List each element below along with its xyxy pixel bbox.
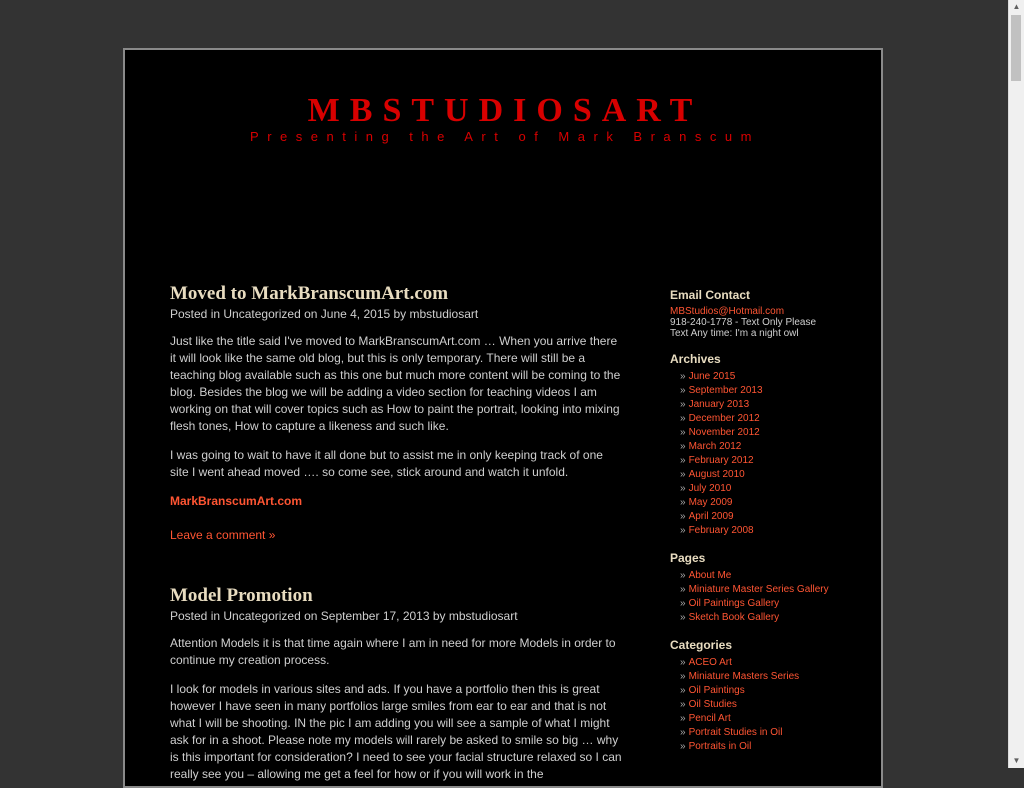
sidebar-list-item[interactable] bbox=[680, 698, 870, 712]
sidebar-list-item[interactable] bbox=[680, 597, 870, 611]
bullet-icon: » bbox=[680, 413, 686, 424]
post-paragraph: I was going to wait to have it all done but to assist me in only keeping track of one site I went ahead moved …. so come see, stick around and watch it unfold. bbox=[170, 448, 603, 479]
sidebar-link[interactable]: Sketch Book Gallery bbox=[688, 612, 780, 623]
sidebar-link[interactable]: April 2009 bbox=[688, 511, 734, 522]
post-title[interactable]: Model Promotion bbox=[170, 585, 313, 606]
email-contact-widget bbox=[670, 288, 870, 339]
sidebar-list-item[interactable] bbox=[680, 468, 870, 482]
sidebar-list-item[interactable] bbox=[680, 740, 870, 754]
site-tagline: Presenting the Art of Mark Branscum bbox=[250, 129, 760, 144]
post-paragraph: Attention Models it is that time again where I am in need for more Models in order to continue my creation process. bbox=[170, 636, 616, 667]
sidebar-list-item[interactable] bbox=[680, 611, 870, 625]
widget-heading: Categories bbox=[670, 638, 733, 652]
sidebar-link[interactable]: ACEO Art bbox=[688, 657, 732, 668]
scroll-up-icon[interactable]: ▲ bbox=[1012, 2, 1021, 11]
contact-note: Text Any time: I'm a night owl bbox=[670, 328, 799, 339]
content-column bbox=[170, 282, 622, 788]
bullet-icon: » bbox=[680, 685, 686, 696]
sidebar-list-item[interactable] bbox=[680, 496, 870, 510]
bullet-icon: » bbox=[680, 671, 686, 682]
pages-widget bbox=[670, 551, 870, 625]
bullet-icon: » bbox=[680, 497, 686, 508]
bullet-icon: » bbox=[680, 741, 686, 752]
meta-date-author: on June 4, 2015 by mbstudiosart bbox=[300, 307, 479, 321]
post-item bbox=[170, 584, 622, 783]
page-container bbox=[123, 48, 883, 788]
sidebar-link[interactable]: December 2012 bbox=[688, 413, 760, 424]
sidebar-list-item[interactable] bbox=[680, 412, 870, 426]
widget-heading: Pages bbox=[670, 551, 706, 565]
sidebar-list-item[interactable] bbox=[680, 524, 870, 538]
sidebar-link[interactable]: August 2010 bbox=[688, 469, 745, 480]
post-meta bbox=[170, 608, 622, 625]
meta-prefix: Posted in bbox=[170, 307, 224, 321]
sidebar-link[interactable]: Oil Paintings bbox=[688, 685, 745, 696]
sidebar-link[interactable]: February 2008 bbox=[688, 525, 754, 536]
bullet-icon: » bbox=[680, 713, 686, 724]
sidebar-list-item[interactable] bbox=[680, 656, 870, 670]
sidebar-list-item[interactable] bbox=[680, 454, 870, 468]
sidebar-link[interactable]: November 2012 bbox=[688, 427, 760, 438]
meta-prefix: Posted in bbox=[170, 609, 224, 623]
widget-heading: Email Contact bbox=[670, 288, 751, 302]
bullet-icon: » bbox=[680, 511, 686, 522]
bullet-icon: » bbox=[680, 385, 686, 396]
widget-heading: Archives bbox=[670, 352, 721, 366]
bullet-icon: » bbox=[680, 371, 686, 382]
sidebar-list-item[interactable] bbox=[680, 726, 870, 740]
sidebar bbox=[670, 288, 870, 767]
scroll-thumb[interactable] bbox=[1011, 15, 1021, 81]
sidebar-link[interactable]: Oil Paintings Gallery bbox=[688, 598, 780, 609]
phone-text: 918-240-1778 - Text Only Please bbox=[670, 317, 817, 328]
categories-list bbox=[670, 656, 870, 754]
sidebar-link[interactable]: Portrait Studies in Oil bbox=[688, 727, 783, 738]
bullet-icon: » bbox=[680, 612, 686, 623]
site-link[interactable]: MarkBranscumArt.com bbox=[170, 494, 303, 508]
bullet-icon: » bbox=[680, 657, 686, 668]
vertical-scrollbar[interactable] bbox=[1008, 0, 1024, 768]
sidebar-link[interactable]: January 2013 bbox=[688, 399, 750, 410]
sidebar-link[interactable]: September 2013 bbox=[688, 385, 763, 396]
sidebar-link[interactable]: Portraits in Oil bbox=[688, 741, 752, 752]
sidebar-list-item[interactable] bbox=[680, 440, 870, 454]
sidebar-list-item[interactable] bbox=[680, 583, 870, 597]
post-title[interactable]: Moved to MarkBranscumArt.com bbox=[170, 283, 449, 304]
meta-date-author: on September 17, 2013 by mbstudiosart bbox=[300, 609, 518, 623]
archives-widget bbox=[670, 352, 870, 538]
scroll-down-icon[interactable]: ▼ bbox=[1012, 756, 1021, 765]
sidebar-link[interactable]: About Me bbox=[688, 570, 732, 581]
bullet-icon: » bbox=[680, 427, 686, 438]
sidebar-link[interactable]: Miniature Master Series Gallery bbox=[688, 584, 829, 595]
sidebar-list-item[interactable] bbox=[680, 670, 870, 684]
email-link[interactable]: MBStudios@Hotmail.com bbox=[670, 306, 785, 317]
sidebar-list-item[interactable] bbox=[680, 370, 870, 384]
sidebar-list-item[interactable] bbox=[680, 482, 870, 496]
sidebar-link[interactable]: May 2009 bbox=[688, 497, 733, 508]
bullet-icon: » bbox=[680, 469, 686, 480]
sidebar-link[interactable]: July 2010 bbox=[688, 483, 732, 494]
sidebar-list-item[interactable] bbox=[680, 569, 870, 583]
sidebar-list-item[interactable] bbox=[680, 384, 870, 398]
post-meta bbox=[170, 306, 622, 323]
sidebar-link[interactable]: Pencil Art bbox=[688, 713, 731, 724]
bullet-icon: » bbox=[680, 570, 686, 581]
bullet-icon: » bbox=[680, 727, 686, 738]
sidebar-link[interactable]: Miniature Masters Series bbox=[688, 671, 800, 682]
sidebar-list-item[interactable] bbox=[680, 684, 870, 698]
category-link[interactable]: Uncategorized bbox=[223, 307, 301, 321]
sidebar-link[interactable]: June 2015 bbox=[688, 371, 736, 382]
categories-widget bbox=[670, 638, 870, 754]
bullet-icon: » bbox=[680, 584, 686, 595]
bullet-icon: » bbox=[680, 483, 686, 494]
post-paragraph: I look for models in various sites and ads. If you have a portfolio then this is great however I have seen in many portfolios large smiles from ear to ear and that is not what I will be shooting. IN the pic I am adding you will see a sample of what I might ask for in a shoot. Please note my models will rarely be asked to smile so big … why is this important for consideration? I need to see your facial structure relaxed so I can really see you – allowing me get a feel for how or if you will work in the bbox=[170, 682, 622, 781]
leave-comment-link[interactable]: Leave a comment » bbox=[170, 528, 276, 542]
post-paragraph: Just like the title said I've moved to MarkBranscumArt.com … When you arrive there it will look like the same old blog, but this is only temporary. There will still be a teaching blog available such as this one but much more content will be coming to the blog. Besides the blog we will be adding a video section for teaching videos I am working on that will cover topics such as How to paint the portrait, looking into mixing flesh tones, How to capture a likeness and such like. bbox=[170, 334, 621, 433]
bullet-icon: » bbox=[680, 525, 686, 536]
sidebar-link[interactable]: Oil Studies bbox=[688, 699, 737, 710]
sidebar-list-item[interactable] bbox=[680, 712, 870, 726]
sidebar-list-item[interactable] bbox=[680, 426, 870, 440]
post-item bbox=[170, 282, 622, 544]
category-link[interactable]: Uncategorized bbox=[223, 609, 301, 623]
sidebar-list-item[interactable] bbox=[680, 510, 870, 524]
bullet-icon: » bbox=[680, 699, 686, 710]
sidebar-list-item[interactable] bbox=[680, 398, 870, 412]
bullet-icon: » bbox=[680, 399, 686, 410]
sidebar-link[interactable]: February 2012 bbox=[688, 455, 754, 466]
bullet-icon: » bbox=[680, 598, 686, 609]
pages-list bbox=[670, 569, 870, 625]
bullet-icon: » bbox=[680, 441, 686, 452]
archives-list bbox=[670, 370, 870, 538]
sidebar-link[interactable]: March 2012 bbox=[688, 441, 742, 452]
site-title[interactable]: MBSTUDIOSART bbox=[307, 92, 703, 129]
bullet-icon: » bbox=[680, 455, 686, 466]
